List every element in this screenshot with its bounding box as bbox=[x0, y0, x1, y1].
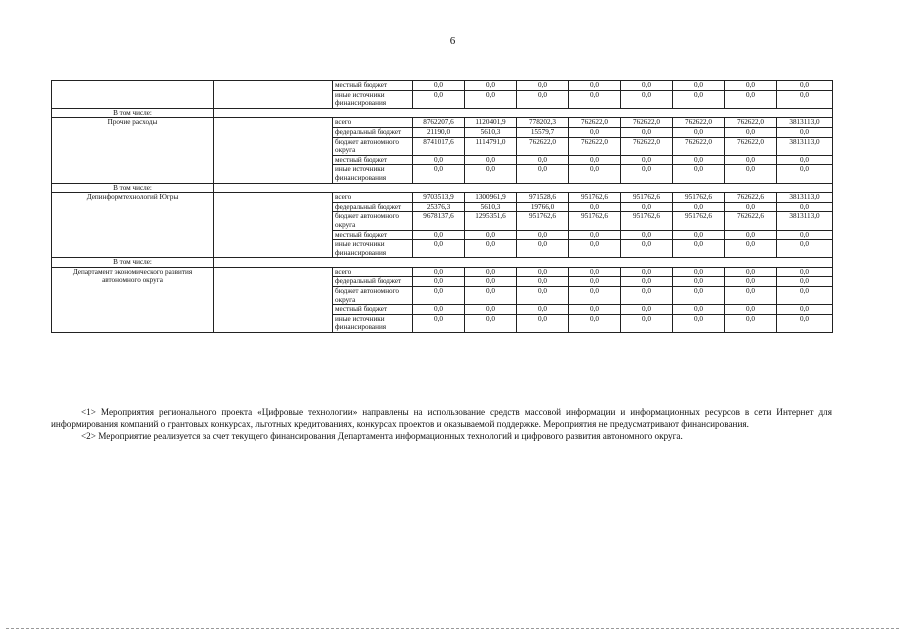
amount-cell: 0,0 bbox=[673, 240, 725, 258]
amount-cell: 0,0 bbox=[517, 277, 569, 287]
amount-cell: 25376,3 bbox=[413, 202, 465, 212]
amount-cell: 0,0 bbox=[725, 240, 777, 258]
amount-cell: 0,0 bbox=[725, 90, 777, 108]
amount-cell: 951762,6 bbox=[621, 193, 673, 203]
amount-cell: 0,0 bbox=[621, 230, 673, 240]
amount-cell: 0,0 bbox=[621, 314, 673, 332]
amount-cell: 0,0 bbox=[621, 240, 673, 258]
amount-cell: 0,0 bbox=[621, 127, 673, 137]
empty-cell bbox=[214, 193, 333, 258]
amount-cell: 0,0 bbox=[465, 230, 517, 240]
funding-source: местный бюджет bbox=[333, 230, 413, 240]
funding-source: местный бюджет bbox=[333, 81, 413, 91]
amount-cell: 0,0 bbox=[777, 305, 833, 315]
budget-table-body bbox=[52, 81, 833, 333]
amount-cell: 0,0 bbox=[777, 240, 833, 258]
amount-cell: 1114791,0 bbox=[465, 137, 517, 155]
funding-source: бюджет автономного округа bbox=[333, 137, 413, 155]
empty-cell bbox=[214, 183, 833, 193]
amount-cell: 0,0 bbox=[465, 165, 517, 183]
amount-cell: 0,0 bbox=[777, 230, 833, 240]
amount-cell: 0,0 bbox=[673, 314, 725, 332]
amount-cell: 0,0 bbox=[725, 155, 777, 165]
amount-cell: 0,0 bbox=[517, 305, 569, 315]
funding-source: бюджет автономного округа bbox=[333, 287, 413, 305]
amount-cell: 0,0 bbox=[621, 287, 673, 305]
amount-cell: 15579,7 bbox=[517, 127, 569, 137]
amount-cell: 0,0 bbox=[725, 305, 777, 315]
amount-cell: 5610,3 bbox=[465, 127, 517, 137]
amount-cell: 0,0 bbox=[621, 155, 673, 165]
amount-cell: 1300961,9 bbox=[465, 193, 517, 203]
amount-cell: 0,0 bbox=[777, 155, 833, 165]
budget-table bbox=[51, 80, 833, 333]
amount-cell: 3813113,0 bbox=[777, 212, 833, 230]
amount-cell: 0,0 bbox=[569, 287, 621, 305]
amount-cell: 762622,0 bbox=[673, 137, 725, 155]
amount-cell: 0,0 bbox=[465, 81, 517, 91]
amount-cell: 0,0 bbox=[725, 81, 777, 91]
amount-cell: 9678137,6 bbox=[413, 212, 465, 230]
responsible-org: Департамент экономического развития автономного округа bbox=[52, 267, 214, 332]
amount-cell: 0,0 bbox=[569, 314, 621, 332]
amount-cell: 951762,6 bbox=[673, 193, 725, 203]
amount-cell: 0,0 bbox=[673, 81, 725, 91]
amount-cell: 762622,0 bbox=[725, 118, 777, 128]
amount-cell: 0,0 bbox=[465, 267, 517, 277]
amount-cell: 778202,3 bbox=[517, 118, 569, 128]
amount-cell: 0,0 bbox=[673, 287, 725, 305]
amount-cell: 762622,0 bbox=[517, 137, 569, 155]
amount-cell: 0,0 bbox=[621, 90, 673, 108]
amount-cell: 0,0 bbox=[517, 287, 569, 305]
amount-cell: 0,0 bbox=[777, 314, 833, 332]
section-label: В том числе: bbox=[52, 183, 214, 193]
amount-cell: 0,0 bbox=[569, 230, 621, 240]
amount-cell: 0,0 bbox=[621, 277, 673, 287]
amount-cell: 0,0 bbox=[673, 230, 725, 240]
amount-cell: 951762,6 bbox=[569, 212, 621, 230]
amount-cell: 0,0 bbox=[673, 127, 725, 137]
amount-cell: 0,0 bbox=[621, 305, 673, 315]
amount-cell: 0,0 bbox=[621, 267, 673, 277]
amount-cell: 0,0 bbox=[569, 90, 621, 108]
amount-cell: 0,0 bbox=[517, 230, 569, 240]
table-row bbox=[52, 118, 833, 128]
amount-cell: 762622,0 bbox=[569, 118, 621, 128]
section-label-row bbox=[52, 108, 833, 118]
funding-source: бюджет автономного округа bbox=[333, 212, 413, 230]
amount-cell: 0,0 bbox=[777, 81, 833, 91]
amount-cell: 0,0 bbox=[517, 155, 569, 165]
amount-cell: 0,0 bbox=[465, 240, 517, 258]
amount-cell: 0,0 bbox=[413, 277, 465, 287]
amount-cell: 1120401,9 bbox=[465, 118, 517, 128]
scan-edge-line bbox=[6, 628, 899, 629]
amount-cell: 0,0 bbox=[569, 240, 621, 258]
funding-source: местный бюджет bbox=[333, 155, 413, 165]
amount-cell: 0,0 bbox=[569, 165, 621, 183]
amount-cell: 0,0 bbox=[413, 90, 465, 108]
amount-cell: 762622,0 bbox=[673, 118, 725, 128]
amount-cell: 0,0 bbox=[569, 267, 621, 277]
amount-cell: 5610,3 bbox=[465, 202, 517, 212]
funding-source: иные источники финансирования bbox=[333, 165, 413, 183]
amount-cell: 0,0 bbox=[621, 81, 673, 91]
amount-cell: 0,0 bbox=[621, 202, 673, 212]
funding-source: всего bbox=[333, 267, 413, 277]
amount-cell: 0,0 bbox=[725, 165, 777, 183]
funding-source: местный бюджет bbox=[333, 305, 413, 315]
amount-cell: 0,0 bbox=[413, 287, 465, 305]
amount-cell: 0,0 bbox=[673, 267, 725, 277]
amount-cell: 0,0 bbox=[777, 277, 833, 287]
responsible-org bbox=[52, 81, 214, 109]
amount-cell: 762622,0 bbox=[725, 137, 777, 155]
amount-cell: 0,0 bbox=[725, 230, 777, 240]
table-row bbox=[52, 267, 833, 277]
amount-cell: 19766,0 bbox=[517, 202, 569, 212]
section-label-row bbox=[52, 258, 833, 268]
amount-cell: 762622,0 bbox=[621, 118, 673, 128]
amount-cell: 0,0 bbox=[517, 81, 569, 91]
amount-cell: 951762,6 bbox=[517, 212, 569, 230]
amount-cell: 1295351,6 bbox=[465, 212, 517, 230]
amount-cell: 0,0 bbox=[673, 155, 725, 165]
amount-cell: 0,0 bbox=[725, 267, 777, 277]
amount-cell: 0,0 bbox=[777, 127, 833, 137]
amount-cell: 0,0 bbox=[673, 165, 725, 183]
amount-cell: 0,0 bbox=[673, 202, 725, 212]
amount-cell: 0,0 bbox=[517, 90, 569, 108]
amount-cell: 0,0 bbox=[413, 240, 465, 258]
amount-cell: 0,0 bbox=[413, 230, 465, 240]
amount-cell: 9703513,9 bbox=[413, 193, 465, 203]
page-number: 6 bbox=[449, 35, 456, 47]
amount-cell: 0,0 bbox=[673, 90, 725, 108]
amount-cell: 0,0 bbox=[465, 287, 517, 305]
amount-cell: 0,0 bbox=[413, 81, 465, 91]
amount-cell: 0,0 bbox=[413, 267, 465, 277]
amount-cell: 0,0 bbox=[725, 202, 777, 212]
footnote-2: <2> Мероприятие реализуется за счет текущего финансирования Департамента информационных технологий и цифрового развития автономного округа. bbox=[81, 431, 683, 441]
section-label-row bbox=[52, 183, 833, 193]
amount-cell: 951762,6 bbox=[621, 212, 673, 230]
amount-cell: 0,0 bbox=[777, 165, 833, 183]
amount-cell: 21190,0 bbox=[413, 127, 465, 137]
section-label: В том числе: bbox=[52, 258, 214, 268]
amount-cell: 0,0 bbox=[777, 202, 833, 212]
amount-cell: 0,0 bbox=[465, 155, 517, 165]
amount-cell: 8762207,6 bbox=[413, 118, 465, 128]
responsible-org: Прочие расходы bbox=[52, 118, 214, 183]
amount-cell: 0,0 bbox=[725, 287, 777, 305]
amount-cell: 3813113,0 bbox=[777, 137, 833, 155]
amount-cell: 3813113,0 bbox=[777, 193, 833, 203]
amount-cell: 971528,6 bbox=[517, 193, 569, 203]
amount-cell: 0,0 bbox=[725, 314, 777, 332]
funding-source: иные источники финансирования bbox=[333, 240, 413, 258]
footnote-1: <1> Мероприятия регионального проекта «Цифровые технологии» направлены на использование средств массовой информации и информационных ресурсов в сети Интернет для информирования компаний о грантовых конкурсах, льготных кредитованиях, конкурсах проектов и оказываемой поддержке. Мероприятия не предусматривают финансирования. bbox=[51, 407, 832, 429]
amount-cell: 0,0 bbox=[777, 287, 833, 305]
amount-cell: 0,0 bbox=[517, 267, 569, 277]
amount-cell: 0,0 bbox=[569, 202, 621, 212]
amount-cell: 762622,6 bbox=[725, 212, 777, 230]
table-row bbox=[52, 193, 833, 203]
amount-cell: 0,0 bbox=[517, 165, 569, 183]
amount-cell: 0,0 bbox=[569, 277, 621, 287]
funding-source: федеральный бюджет bbox=[333, 277, 413, 287]
empty-cell bbox=[214, 118, 333, 183]
amount-cell: 3813113,0 bbox=[777, 118, 833, 128]
amount-cell: 0,0 bbox=[413, 305, 465, 315]
funding-source: иные источники финансирования bbox=[333, 314, 413, 332]
amount-cell: 0,0 bbox=[725, 277, 777, 287]
amount-cell: 0,0 bbox=[465, 305, 517, 315]
section-label: В том числе: bbox=[52, 108, 214, 118]
amount-cell: 0,0 bbox=[413, 314, 465, 332]
funding-source: всего bbox=[333, 118, 413, 128]
amount-cell: 0,0 bbox=[569, 155, 621, 165]
funding-source: всего bbox=[333, 193, 413, 203]
amount-cell: 0,0 bbox=[517, 240, 569, 258]
amount-cell: 8741017,6 bbox=[413, 137, 465, 155]
amount-cell: 0,0 bbox=[777, 267, 833, 277]
amount-cell: 762622,6 bbox=[725, 193, 777, 203]
empty-cell bbox=[214, 258, 833, 268]
amount-cell: 0,0 bbox=[465, 90, 517, 108]
amount-cell: 0,0 bbox=[465, 277, 517, 287]
amount-cell: 0,0 bbox=[725, 127, 777, 137]
amount-cell: 0,0 bbox=[569, 127, 621, 137]
funding-source: федеральный бюджет bbox=[333, 127, 413, 137]
amount-cell: 0,0 bbox=[413, 155, 465, 165]
amount-cell: 762622,0 bbox=[569, 137, 621, 155]
amount-cell: 951762,6 bbox=[569, 193, 621, 203]
empty-cell bbox=[214, 81, 333, 109]
amount-cell: 0,0 bbox=[517, 314, 569, 332]
amount-cell: 0,0 bbox=[569, 81, 621, 91]
table-row bbox=[52, 81, 833, 91]
amount-cell: 0,0 bbox=[621, 165, 673, 183]
empty-cell bbox=[214, 267, 333, 332]
amount-cell: 0,0 bbox=[465, 314, 517, 332]
funding-source: иные источники финансирования bbox=[333, 90, 413, 108]
funding-source: федеральный бюджет bbox=[333, 202, 413, 212]
amount-cell: 0,0 bbox=[673, 305, 725, 315]
amount-cell: 951762,6 bbox=[673, 212, 725, 230]
amount-cell: 0,0 bbox=[413, 165, 465, 183]
responsible-org: Депинформтехнологий Югры bbox=[52, 193, 214, 258]
amount-cell: 0,0 bbox=[569, 305, 621, 315]
amount-cell: 0,0 bbox=[777, 90, 833, 108]
amount-cell: 762622,0 bbox=[621, 137, 673, 155]
footnotes bbox=[51, 406, 832, 442]
empty-cell bbox=[214, 108, 833, 118]
amount-cell: 0,0 bbox=[673, 277, 725, 287]
